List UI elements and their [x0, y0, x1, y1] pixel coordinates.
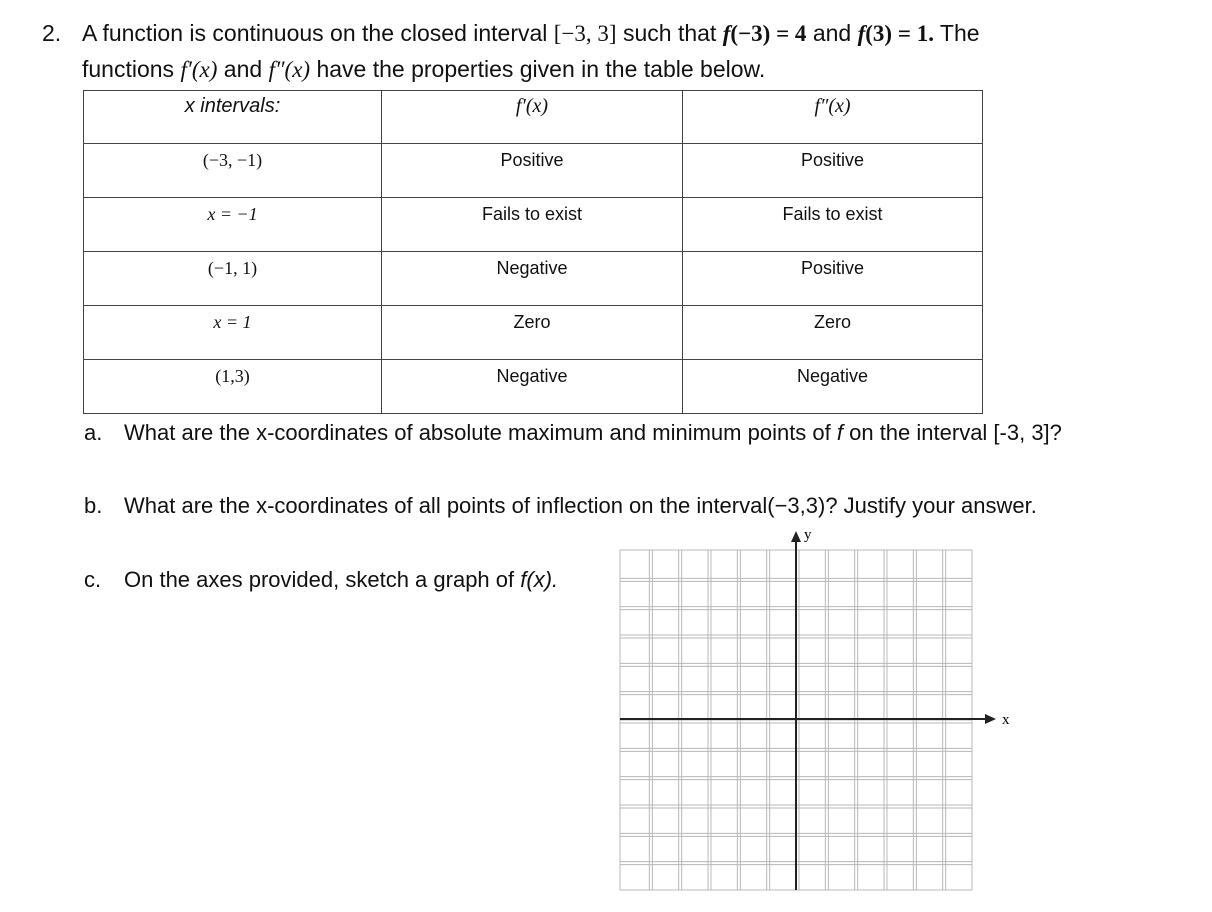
interval-cell: (−1, 1) [84, 252, 382, 306]
question-text-line2 [82, 56, 765, 83]
part-a [84, 420, 1062, 446]
part-c [84, 567, 558, 593]
cond2-f: f [857, 21, 866, 46]
part-b-text: What are the x-coordinates of all points of inflection on the interval(−3,3)? Justify your answer. [124, 493, 1037, 518]
fprime-cell: Zero [382, 306, 683, 360]
question-and: and [806, 20, 858, 46]
interval-cell: (1,3) [84, 360, 382, 414]
cond1-eq: = 4 [770, 21, 807, 46]
fprime-cell: Negative [382, 252, 683, 306]
part-a-text-before: What are the x-coordinates of absolute maximum and minimum points of [124, 420, 837, 445]
header-x-intervals: x intervals: [84, 91, 382, 144]
fdoubleprime-cell: Positive [683, 252, 983, 306]
part-b-letter: b. [84, 493, 103, 518]
part-a-text-after: on the interval [-3, 3]? [843, 420, 1062, 445]
question-intro: A function is continuous on the closed interval [82, 20, 554, 46]
x-axis-label: x [1002, 712, 1010, 728]
question-number: 2. [42, 20, 62, 46]
line2-start: functions [82, 56, 181, 82]
fdoubleprime-cell: Zero [683, 306, 983, 360]
line2-and: and [217, 56, 269, 82]
table-row [84, 252, 983, 306]
fdoubleprime-cell: Positive [683, 144, 983, 198]
question-tail: The [933, 20, 980, 46]
fprime-cell: Negative [382, 360, 683, 414]
cond2-eq: = 1. [892, 21, 934, 46]
interval-cell: (−3, −1) [84, 144, 382, 198]
x-axis-arrow-icon [985, 714, 996, 724]
y-axis-label: y [804, 527, 812, 543]
interval-cell: x = 1 [84, 306, 382, 360]
table-row [84, 144, 983, 198]
properties-table [83, 90, 983, 414]
header-fprime: f′(x) [382, 91, 683, 144]
interval-closed: [−3, 3] [553, 21, 617, 46]
line2-tail: have the properties given in the table below. [310, 56, 766, 82]
part-c-letter: c. [84, 567, 102, 592]
cond1-arg: (−3) [730, 21, 771, 46]
cond1-f: f [722, 21, 731, 46]
table-row [84, 360, 983, 414]
fdoubleprime-cell: Negative [683, 360, 983, 414]
part-c-fx: f(x). [520, 567, 559, 592]
question-mid: such that [616, 20, 723, 46]
table-row [84, 198, 983, 252]
fprime-cell: Positive [382, 144, 683, 198]
cond2-arg: (3) [865, 21, 893, 46]
interval-cell: x = −1 [84, 198, 382, 252]
fdoubleprime-cell: Fails to exist [683, 198, 983, 252]
fprime-symbol: f′(x) [180, 57, 218, 82]
question-text-line1 [82, 20, 980, 47]
blank-axes-graph [608, 524, 1028, 896]
part-a-letter: a. [84, 420, 103, 445]
y-axis-arrow-icon [791, 531, 801, 542]
fprime-cell: Fails to exist [382, 198, 683, 252]
fdoubleprime-symbol: f″(x) [268, 57, 311, 82]
table-header-row [84, 91, 983, 144]
part-b [84, 493, 1037, 519]
part-a-f: f [836, 420, 843, 445]
table-row [84, 306, 983, 360]
part-c-text-before: On the axes provided, sketch a graph of [124, 567, 521, 592]
header-fdoubleprime: f″(x) [683, 91, 983, 144]
